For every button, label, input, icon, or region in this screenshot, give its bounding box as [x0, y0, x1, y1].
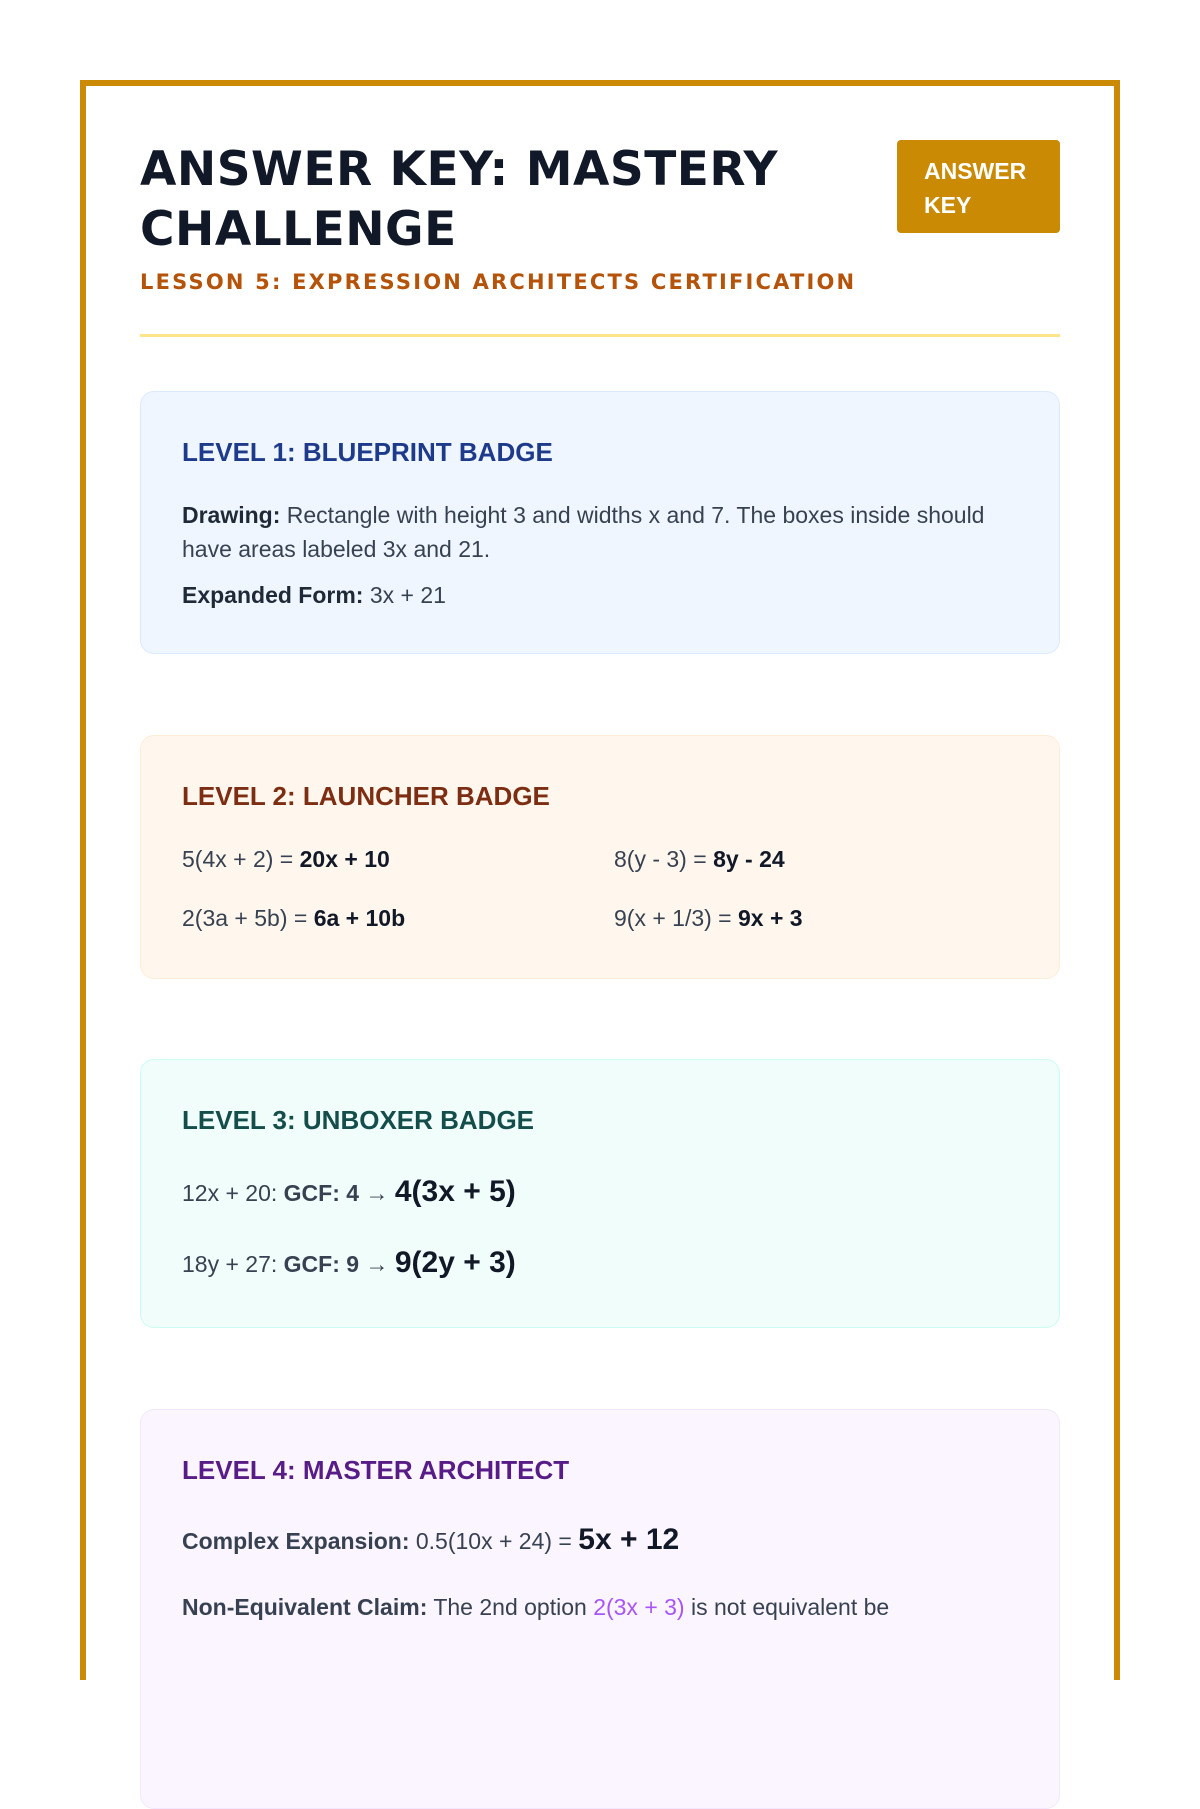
claim-highlight: 2(3x + 3) — [593, 1594, 685, 1620]
arrow-icon: → — [365, 1251, 389, 1277]
page-title: ANSWER KEY: MASTERY CHALLENGE — [140, 142, 779, 257]
problem-expression: 2(3a + 5b) = — [182, 905, 308, 931]
problem-expression: 12x + 20: — [182, 1180, 278, 1206]
claim-label: Non-Equivalent Claim: — [182, 1594, 428, 1620]
lesson-subtitle: LESSON 5: EXPRESSION ARCHITECTS CERTIFICATION — [140, 270, 857, 294]
problem-expression: 9(x + 1/3) = — [614, 905, 732, 931]
drawing-answer — [182, 498, 1018, 566]
problem-expression: 8(y - 3) = — [614, 846, 707, 872]
drawing-text: Rectangle with height 3 and widths x and 7. The boxes inside should have areas labeled 3x and 21. — [182, 502, 985, 562]
factored-answer: 9(2y + 3) — [394, 1246, 516, 1279]
gcf-value: GCF: 9 — [283, 1251, 360, 1277]
level-2-card — [140, 735, 1060, 979]
claim-tail: is not equivalent be — [690, 1594, 890, 1620]
level-4-card — [140, 1409, 1060, 1809]
answer-key-sheet — [80, 80, 1120, 1680]
expanded-form-label: Expanded Form: — [182, 582, 364, 608]
problem-answer: 20x + 10 — [299, 846, 390, 872]
header — [140, 140, 1060, 294]
complex-expansion-label: Complex Expansion: — [182, 1528, 410, 1554]
level-3-title: LEVEL 3: UNBOXER BADGE — [182, 1105, 535, 1135]
expanded-form-value: 3x + 21 — [369, 582, 446, 608]
launcher-problem — [182, 842, 614, 876]
level-1-card — [140, 391, 1060, 654]
gcf-value: GCF: 4 — [283, 1180, 360, 1206]
launcher-problem — [182, 901, 614, 935]
problem-expression: 5(4x + 2) = — [182, 846, 294, 872]
factored-answer: 4(3x + 5) — [394, 1175, 516, 1208]
complex-expansion — [182, 1520, 1018, 1561]
factor-problem — [182, 1243, 1018, 1284]
level-3-card — [140, 1059, 1060, 1328]
level-1-title: LEVEL 1: BLUEPRINT BADGE — [182, 437, 553, 467]
header-divider — [140, 334, 1060, 337]
launcher-problem — [614, 901, 1014, 935]
problem-expression: 18y + 27: — [182, 1251, 278, 1277]
launcher-problem — [614, 842, 1014, 876]
level-4-title: LEVEL 4: MASTER ARCHITECT — [182, 1455, 570, 1485]
problem-answer: 8y - 24 — [713, 846, 785, 872]
factor-problem — [182, 1172, 1018, 1213]
problem-answer: 9x + 3 — [738, 905, 803, 931]
claim-text: The 2nd option — [433, 1594, 587, 1620]
complex-expression: 0.5(10x + 24) = — [415, 1528, 572, 1554]
drawing-label: Drawing: — [182, 502, 281, 528]
answer-key-badge: ANSWER KEY — [897, 140, 1060, 233]
non-equivalent-claim — [182, 1587, 1018, 1627]
level-2-title: LEVEL 2: LAUNCHER BADGE — [182, 781, 550, 811]
expanded-form-answer — [182, 578, 1018, 612]
complex-answer: 5x + 12 — [578, 1523, 680, 1556]
problem-answer: 6a + 10b — [313, 905, 406, 931]
launcher-problems — [182, 842, 1018, 935]
arrow-icon: → — [365, 1180, 389, 1206]
